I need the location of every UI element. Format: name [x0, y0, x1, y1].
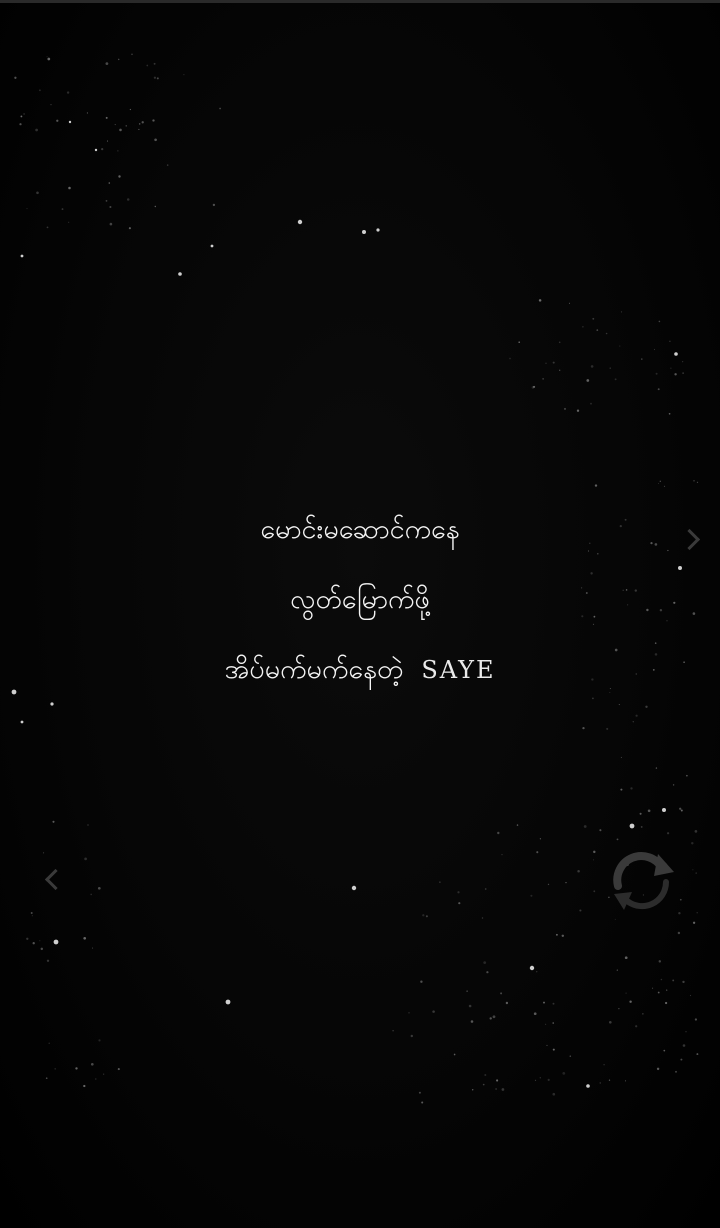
dust-particle [497, 832, 499, 834]
dust-particle [500, 992, 502, 994]
star [54, 940, 59, 945]
dust-particle [675, 1071, 677, 1073]
dust-particle [673, 784, 674, 785]
dust-particle [642, 1013, 643, 1014]
dust-particle [606, 333, 608, 335]
dust-particle [536, 971, 537, 972]
star [674, 352, 678, 356]
dust-particle [659, 321, 661, 323]
dust-particle [213, 204, 215, 206]
dust-particle [26, 938, 28, 940]
dust-particle [629, 1000, 631, 1002]
dust-particle [139, 123, 141, 125]
dust-particle [117, 150, 118, 151]
dust-particle [669, 341, 670, 342]
dust-particle [661, 979, 663, 981]
dust-particle [685, 1031, 686, 1032]
dust-particle [617, 970, 618, 971]
dust-particle [432, 1010, 435, 1013]
dust-particle [582, 727, 584, 729]
dust-particle [588, 550, 589, 551]
dust-particle [556, 934, 558, 936]
dust-particle [43, 852, 44, 853]
dust-particle [540, 1077, 541, 1078]
dust-particle [553, 1049, 555, 1051]
star [69, 121, 71, 123]
star [530, 966, 534, 970]
dust-particle [101, 148, 103, 150]
dust-particle [422, 914, 424, 916]
dust-particle [593, 859, 594, 860]
rotate-icon[interactable] [604, 846, 680, 916]
dust-particle [39, 89, 41, 91]
dust-particle [599, 829, 601, 831]
dust-particle [495, 1088, 497, 1090]
dust-particle [609, 1080, 610, 1081]
dust-particle [577, 870, 580, 873]
dust-particle [54, 1068, 55, 1069]
dust-particle [610, 367, 611, 368]
dust-particle [31, 912, 33, 914]
signature: SAYE [421, 656, 496, 684]
dust-particle [483, 1084, 485, 1086]
dust-particle [87, 112, 88, 113]
dust-particle [486, 971, 488, 973]
star [630, 824, 635, 829]
dust-particle [596, 329, 598, 331]
dust-particle [680, 1059, 682, 1061]
dust-particle [663, 1050, 665, 1052]
dust-particle [686, 775, 688, 777]
dust-particle [518, 341, 520, 343]
dust-particle [87, 824, 88, 825]
dust-particle [392, 1030, 393, 1031]
dust-particle [552, 1093, 555, 1096]
dust-particle [603, 1064, 604, 1065]
dust-particle [552, 1022, 554, 1024]
dust-particle [562, 1072, 565, 1075]
dust-particle [670, 368, 671, 369]
dust-particle [619, 346, 620, 347]
dust-particle [553, 1003, 555, 1005]
dust-particle [697, 482, 698, 483]
dust-particle [667, 550, 668, 551]
star [678, 566, 682, 570]
dust-particle [539, 299, 542, 302]
dust-particle [75, 1067, 77, 1069]
dust-particle [454, 1054, 456, 1056]
dust-particle [95, 1078, 96, 1079]
dust-particle [625, 956, 628, 959]
dust-particle [119, 129, 122, 132]
dust-particle [654, 349, 655, 350]
dust-particle [597, 553, 599, 555]
dust-particle [620, 789, 622, 791]
dust-particle [52, 821, 54, 823]
star [50, 702, 53, 705]
dust-particle [682, 372, 684, 374]
dust-particle [570, 1055, 571, 1056]
dust-particle [56, 120, 58, 122]
dust-particle [115, 124, 116, 125]
dust-particle [47, 58, 50, 61]
dust-particle [130, 109, 131, 110]
dust-particle [545, 363, 547, 365]
dust-particle [683, 1044, 686, 1047]
dust-particle [50, 104, 51, 105]
dust-particle [600, 1082, 601, 1083]
dust-particle [84, 858, 87, 861]
dust-particle [695, 872, 696, 873]
dust-particle [106, 117, 108, 119]
dust-particle [536, 851, 538, 853]
dust-particle [110, 223, 113, 226]
poem-line-3-text: အိပ်မက်မက်နေတဲ့ [224, 654, 404, 685]
dust-particle [154, 77, 156, 79]
dust-particle [655, 642, 657, 644]
dust-particle [131, 54, 133, 56]
dust-particle [118, 175, 120, 177]
dust-particle [502, 1088, 505, 1091]
dust-particle [543, 1002, 545, 1004]
star [362, 230, 366, 234]
dust-particle [559, 370, 560, 371]
dust-particle [545, 1024, 546, 1025]
dust-particle [590, 572, 592, 574]
dust-particle [664, 486, 665, 487]
dust-particle [482, 917, 483, 918]
dust-particle [466, 990, 467, 991]
dust-particle [635, 715, 637, 717]
poem-line-3 [0, 650, 720, 690]
star [352, 886, 356, 890]
dust-particle [553, 362, 555, 364]
dust-particle [155, 206, 156, 207]
dust-particle [469, 1005, 472, 1008]
dust-particle [633, 721, 634, 722]
dust-particle [666, 989, 667, 990]
dust-particle [657, 1068, 659, 1070]
dust-particle [591, 365, 594, 368]
dust-particle [127, 198, 130, 201]
dust-particle [619, 704, 620, 705]
dust-particle [23, 113, 24, 114]
dust-particle [457, 891, 459, 893]
dust-particle [695, 1018, 697, 1020]
dust-particle [593, 890, 595, 892]
dust-particle [618, 1008, 619, 1009]
star [376, 228, 379, 231]
dust-particle [593, 851, 595, 853]
dust-particle [617, 838, 619, 840]
dust-particle [506, 1002, 508, 1004]
dust-particle [46, 1077, 48, 1079]
poem-line-2: လွတ်မြောက်ဖို့ [290, 584, 430, 615]
dust-particle [540, 838, 541, 839]
dust-particle [696, 1053, 698, 1055]
dust-particle [548, 884, 549, 885]
star [21, 255, 24, 258]
dust-particle [183, 74, 184, 75]
dust-particle [107, 141, 108, 142]
star [226, 1000, 231, 1005]
dust-particle [484, 1074, 486, 1076]
dust-particle [14, 77, 16, 79]
dust-particle [49, 1043, 50, 1044]
dust-particle [47, 227, 49, 229]
dust-particle [534, 1012, 537, 1015]
star [298, 220, 302, 224]
dust-particle [606, 728, 608, 730]
dust-particle [490, 1017, 492, 1019]
dust-particle [33, 942, 35, 944]
dust-particle [68, 222, 69, 223]
dust-particle [546, 1045, 547, 1046]
dust-particle [645, 706, 647, 708]
dust-particle [579, 909, 581, 911]
star [21, 721, 24, 724]
dust-particle [672, 979, 674, 981]
dust-particle [656, 767, 657, 768]
dust-particle [559, 342, 561, 344]
dust-particle [648, 809, 651, 812]
dust-particle [483, 961, 486, 964]
dust-particle [106, 200, 108, 202]
dust-particle [652, 988, 653, 989]
star [178, 272, 182, 276]
dust-particle [693, 922, 695, 924]
dust-particle [682, 981, 684, 983]
dust-particle [666, 620, 667, 621]
dust-particle [129, 227, 131, 229]
dust-particle [625, 992, 626, 993]
dust-particle [696, 912, 697, 913]
dust-particle [562, 935, 564, 937]
dust-particle [26, 208, 27, 209]
dust-particle [609, 692, 610, 693]
dust-particle [39, 940, 40, 941]
dust-particle [152, 119, 154, 121]
dust-particle [660, 481, 661, 482]
dust-particle [146, 65, 148, 67]
dust-particle [83, 1085, 85, 1087]
dust-particle [564, 408, 566, 410]
dust-particle [138, 129, 139, 130]
dust-particle [586, 379, 589, 382]
dust-particle [674, 373, 676, 375]
dust-particle [126, 125, 127, 126]
dust-particle [36, 191, 39, 194]
dust-particle [98, 887, 101, 890]
dust-particle [582, 326, 584, 328]
poem-line-1: မောင်းမဆောင်ကနေ [260, 514, 460, 545]
dust-particle [678, 932, 680, 934]
dust-particle [67, 91, 69, 93]
dust-particle [83, 937, 86, 940]
dust-particle [590, 403, 592, 405]
dust-particle [577, 410, 579, 412]
dust-particle [493, 1015, 496, 1018]
dust-particle [47, 960, 49, 962]
dust-particle [91, 1063, 94, 1066]
dust-particle [20, 115, 22, 117]
dust-particle [548, 1079, 550, 1081]
dust-particle [641, 358, 642, 359]
dust-particle [658, 483, 659, 484]
dust-particle [656, 373, 658, 375]
dust-particle [593, 624, 594, 625]
dust-particle [592, 318, 594, 320]
dust-particle [640, 813, 642, 815]
dust-particle [592, 698, 594, 700]
dust-particle [439, 881, 440, 882]
dust-particle [565, 882, 566, 883]
dust-particle [154, 63, 156, 65]
dust-particle [167, 164, 168, 165]
dust-particle [90, 894, 92, 896]
star [662, 808, 666, 812]
star [586, 1084, 590, 1088]
dust-particle [658, 992, 660, 994]
dust-particle [421, 1101, 423, 1103]
dust-particle [682, 361, 683, 362]
dust-particle [658, 388, 660, 390]
dust-particle [41, 948, 43, 950]
dust-particle [630, 787, 632, 789]
dust-particle [693, 480, 695, 482]
dust-particle [635, 1025, 637, 1027]
dust-particle [62, 208, 64, 210]
dust-particle [103, 1074, 104, 1075]
dust-particle [679, 808, 681, 810]
dust-particle [118, 1068, 120, 1070]
star [95, 149, 97, 151]
dust-particle [621, 311, 622, 312]
dust-particle [535, 1080, 536, 1081]
dust-particle [615, 919, 616, 920]
dust-particle [569, 303, 570, 304]
dust-particle [109, 206, 111, 208]
dust-particle [47, 56, 48, 57]
dust-particle [472, 1089, 473, 1090]
dust-particle [32, 915, 33, 916]
dust-particle [641, 826, 643, 828]
dust-particle [219, 108, 221, 110]
dust-particle [154, 138, 157, 141]
dust-particle [496, 1079, 498, 1081]
dust-particle [157, 77, 159, 79]
dust-particle [35, 129, 38, 132]
dust-particle [625, 1080, 626, 1081]
dust-particle [458, 902, 460, 904]
dust-particle [680, 899, 682, 901]
dust-particle [692, 869, 693, 870]
dust-particle [485, 888, 487, 890]
dust-particle [595, 484, 597, 486]
dust-particle [695, 830, 698, 833]
dust-particle [659, 960, 661, 962]
dust-particle [501, 854, 502, 855]
dust-particle [533, 386, 535, 388]
dust-particle [426, 915, 428, 917]
dust-particle [118, 59, 120, 61]
dust-particle [530, 895, 532, 897]
dust-particle [667, 832, 669, 834]
dust-particle [542, 378, 543, 379]
dust-particle [615, 378, 617, 380]
dust-particle [419, 1092, 421, 1094]
dust-particle [92, 948, 93, 949]
dust-particle [68, 187, 71, 190]
dust-particle [609, 1021, 612, 1024]
dust-particle [106, 62, 109, 65]
dust-particle [691, 842, 693, 844]
dust-particle [621, 757, 622, 758]
dust-particle [109, 182, 111, 184]
dust-particle [681, 809, 683, 811]
dust-particle [665, 1002, 667, 1004]
dust-particle [517, 824, 518, 825]
dust-particle [509, 358, 511, 360]
star [12, 690, 17, 695]
dust-particle [19, 123, 21, 125]
dust-particle [142, 121, 144, 123]
dust-particle [420, 981, 422, 983]
dust-particle [471, 1020, 474, 1023]
dust-particle [411, 1035, 413, 1037]
dust-particle [584, 825, 587, 828]
dust-particle [408, 1012, 410, 1014]
dust-particle [98, 1039, 100, 1041]
dust-particle [690, 995, 691, 996]
star [211, 245, 214, 248]
dust-particle [669, 413, 671, 415]
